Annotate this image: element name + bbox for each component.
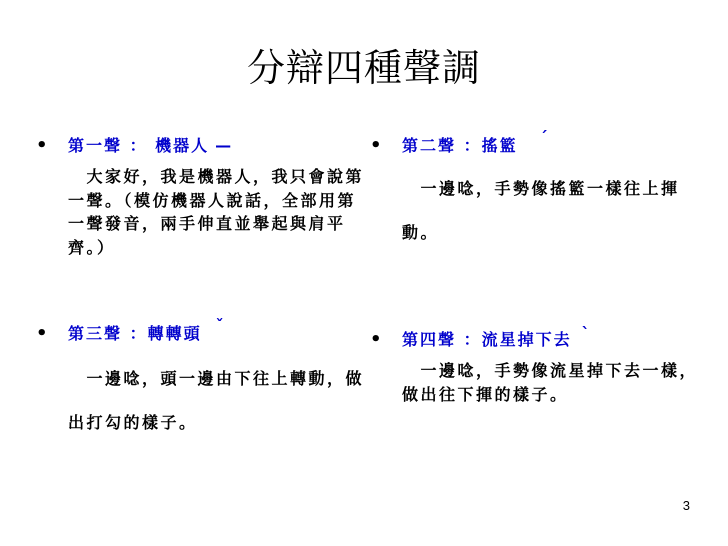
- tone-2-block: [370, 128, 700, 245]
- tone-1-heading: [68, 135, 233, 157]
- tone-4-description: 一邊唸，手勢像流星掉下去一樣，做出往下揮的樣子。: [402, 361, 699, 404]
- tone-2-mark: ˊ: [539, 128, 550, 147]
- tone-4-block: [370, 324, 700, 419]
- tone-2-label: 第二聲 ：搖籃: [402, 136, 518, 155]
- tone-3-block: [36, 316, 366, 433]
- bullet-icon: •: [36, 323, 48, 344]
- bullet-icon: •: [370, 329, 382, 350]
- tone-3-label: 第三聲 ：轉轉頭: [68, 324, 202, 343]
- tone-4-heading: [402, 324, 592, 351]
- tone-3-mark: ˇ: [215, 316, 226, 335]
- tone-1-label: 第一聲 ： 機器人: [68, 136, 210, 155]
- bullet-icon: •: [36, 135, 48, 156]
- tone-1-description: 大家好，我是機器人，我只會說第一聲。（模仿機器人說話，全部用第一聲發音，兩手伸直並舉起與肩平齊。）: [68, 167, 365, 257]
- tone-1-mark: —: [215, 136, 234, 155]
- tone-2-description: 一邊唸，手勢像搖籃一樣往上揮動。: [402, 179, 680, 242]
- tone-4-mark: ˋ: [581, 324, 592, 343]
- page-number: 3: [682, 498, 690, 513]
- tone-1-block: [36, 135, 366, 285]
- slide-title: 分辯四種聲調: [246, 46, 481, 90]
- tone-4-label: 第四聲 ：流星掉下去: [402, 330, 572, 349]
- tone-2-heading: [402, 128, 550, 157]
- bullet-icon: •: [370, 135, 382, 156]
- tone-3-description: 一邊唸，頭一邊由下往上轉動，做出打勾的樣子。: [68, 369, 365, 432]
- tone-3-heading: [68, 316, 226, 345]
